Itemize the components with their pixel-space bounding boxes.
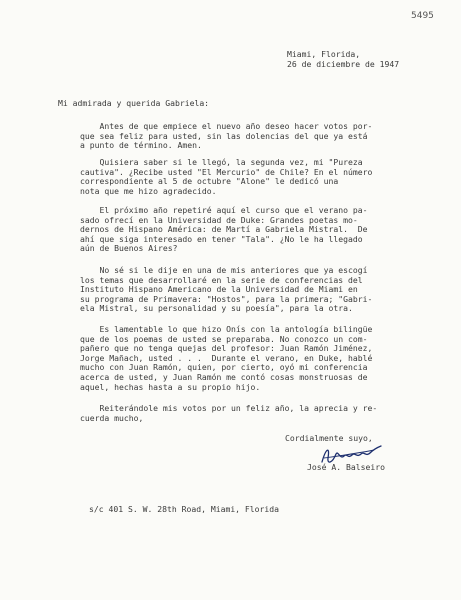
text-line: dernos de Hispano América: de Martí a Gabriela Mistral. De — [80, 224, 368, 235]
text-line: cuerda mucho, — [80, 412, 144, 423]
paragraph-6 — [80, 404, 440, 423]
text-line: Es lamentable lo que hizo Onís con la antología bilingüe — [80, 324, 373, 334]
text-line: No sé si le dije en una de mis anteriores que ya escogí — [80, 265, 368, 275]
text-line: cautiva". ¿Recibe usted "El Mercurio" de Chile? En el número — [80, 166, 373, 177]
paragraph-3 — [80, 206, 440, 254]
text-line: que sea feliz para usted, sin las dolencias del que ya está — [80, 130, 368, 141]
paragraph-1 — [80, 122, 440, 151]
paragraph-2 — [80, 158, 440, 196]
text-line: ahí que siga interesado en tener "Tala". ¿No le ha llegado — [80, 233, 363, 244]
paragraph-4 — [80, 266, 440, 314]
text-line: a punto de término. Amen. — [80, 140, 202, 151]
closing: Cordialmente suyo, — [285, 433, 373, 443]
text-line: pañero que no tenga quejas del profesor: Juan Ramón Jiménez, — [80, 343, 373, 354]
text-line: nota que me hizo agradecido. — [80, 185, 217, 196]
letter-date: 26 de diciembre de 1947 — [287, 59, 400, 69]
text-line: mucho con Juan Ramón, quien, por cierto, oyó mi conferencia — [80, 362, 368, 373]
salutation: Mi admirada y querida Gabriela: — [58, 98, 210, 108]
text-line: su programa de Primavera: "Hostos", para la primera; "Gabri- — [80, 293, 373, 304]
text-line: que de los poemas de usted se preparaba. No conozco un com- — [80, 333, 368, 344]
text-line: El próximo año repetiré aquí el curso que el verano pa- — [80, 205, 368, 215]
text-line: correspondiente al 5 de octubre "Alone" le dedicó una — [80, 176, 339, 187]
text-line: Antes de que empiece el nuevo año deseo hacer votos por- — [80, 121, 373, 131]
letter-place: Miami, Florida, — [287, 49, 361, 59]
text-line: ela Mistral, su personalidad y su poesía", para la otra. — [80, 303, 353, 314]
text-line: aquel, hechas hasta a su propio hijo. — [80, 381, 261, 392]
text-line: Jorge Mañach, usted . . . Durante el verano, en Duke, hablé — [80, 352, 373, 363]
signature-name: José A. Balseiro — [307, 462, 385, 472]
archive-number: 5495 — [411, 11, 434, 21]
text-line: Instituto Hispano Americano de la Universidad de Miami en — [80, 284, 358, 295]
text-line: aún de Buenos Aires? — [80, 243, 178, 254]
text-line: los temas que desarrollaré en la serie de conferencias del — [80, 274, 363, 285]
sender-address: s/c 401 S. W. 28th Road, Miami, Florida — [89, 504, 280, 514]
text-line: sado ofrecí en la Universidad de Duke: Grandes poetas mo- — [80, 214, 358, 225]
paragraph-5 — [80, 325, 440, 392]
text-line: Reiterándole mis votos por un feliz año, la aprecia y re- — [80, 403, 378, 413]
text-line: Quisiera saber si le llegó, la segunda vez, mi "Pureza — [80, 157, 363, 167]
text-line: acerca de usted, y Juan Ramón me contó cosas monstruosas de — [80, 371, 368, 382]
